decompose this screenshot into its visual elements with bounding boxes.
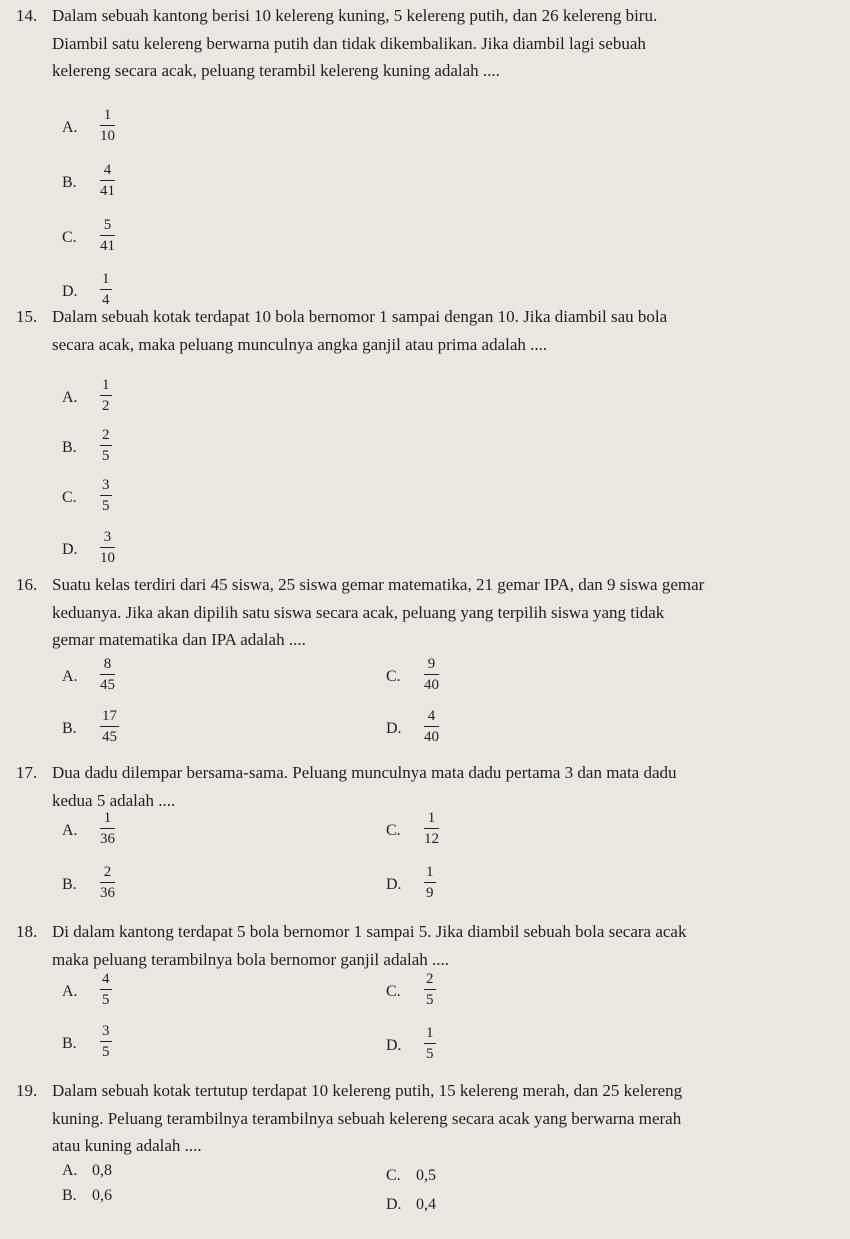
- denominator: 5: [102, 992, 110, 1008]
- numerator: 1: [100, 270, 112, 290]
- option-label: C.: [386, 668, 401, 685]
- question-number: 16.: [16, 575, 38, 594]
- option-value: 0,5: [416, 1167, 436, 1184]
- numerator: 3: [100, 1022, 112, 1042]
- option-label: B.: [62, 1187, 77, 1204]
- option-label: D.: [386, 876, 402, 893]
- denominator: 12: [424, 831, 439, 847]
- question-text-line: keduanya. Jika akan dipilih satu siswa secara acak, peluang yang terpilih siswa yang tidak: [52, 602, 665, 622]
- denominator: 5: [426, 992, 434, 1008]
- option-label: A.: [62, 1162, 78, 1179]
- option-label: B.: [62, 174, 77, 191]
- fraction: [424, 970, 436, 1009]
- fraction: [100, 216, 115, 255]
- option-label: B.: [62, 876, 77, 893]
- numerator: 1: [100, 376, 112, 396]
- numerator: 2: [100, 426, 112, 446]
- denominator: 5: [102, 1044, 110, 1060]
- question-text-line: kedua 5 adalah ....: [52, 790, 176, 810]
- question-number: 18.: [16, 922, 38, 941]
- denominator: 10: [100, 128, 115, 144]
- denominator: 5: [102, 448, 110, 464]
- denominator: 2: [102, 398, 110, 414]
- option-label: D.: [386, 1037, 402, 1054]
- fraction: [100, 106, 115, 145]
- question-text-line: kelereng secara acak, peluang terambil kelereng kuning adalah ....: [52, 61, 500, 80]
- numerator: 1: [100, 106, 115, 126]
- numerator: 1: [424, 863, 436, 883]
- option-label: A.: [62, 983, 78, 1000]
- numerator: 2: [424, 970, 436, 990]
- numerator: 9: [424, 655, 439, 675]
- fraction: [100, 161, 115, 200]
- option-label: C.: [386, 983, 401, 1000]
- denominator: 5: [426, 1046, 434, 1062]
- question-number: 14.: [16, 6, 38, 25]
- denominator: 36: [100, 885, 115, 901]
- question-text-line: Di dalam kantong terdapat 5 bola bernomor 1 sampai 5. Jika diambil sebuah bola secara acak: [52, 922, 687, 941]
- fraction: [100, 426, 112, 465]
- denominator: 36: [100, 831, 115, 847]
- option-value: 0,4: [416, 1196, 436, 1213]
- option-value: 0,8: [92, 1162, 112, 1179]
- fraction: [100, 655, 115, 694]
- question-number: 17.: [16, 763, 38, 782]
- fraction: [100, 1022, 112, 1061]
- option-label: D.: [386, 1196, 402, 1213]
- numerator: 17: [100, 707, 119, 727]
- question-text-line: Dalam sebuah kotak terdapat 10 bola bernomor 1 sampai dengan 10. Jika diambil sau bola: [52, 307, 668, 326]
- fraction: [424, 1024, 436, 1063]
- option-label: D.: [62, 541, 78, 558]
- option-label: C.: [386, 822, 401, 839]
- denominator: 40: [424, 677, 439, 693]
- option-label: A.: [62, 668, 78, 685]
- question-number: 19.: [16, 1081, 38, 1100]
- numerator: 8: [100, 655, 115, 675]
- denominator: 45: [100, 677, 115, 693]
- question-text-line: Dua dadu dilempar bersama-sama. Peluang munculnya mata dadu pertama 3 dan mata dadu: [52, 763, 677, 782]
- fraction: [100, 809, 115, 848]
- denominator: 4: [102, 292, 110, 308]
- option-label: D.: [62, 283, 78, 300]
- option-label: A.: [62, 119, 78, 136]
- numerator: 1: [424, 1024, 436, 1044]
- question-number: 15.: [16, 307, 38, 326]
- question-text-line: gemar matematika dan IPA adalah ....: [52, 630, 306, 649]
- denominator: 40: [424, 729, 439, 745]
- numerator: 5: [100, 216, 115, 236]
- numerator: 1: [424, 809, 439, 829]
- denominator: 5: [102, 498, 110, 514]
- option-label: C.: [386, 1167, 401, 1184]
- option-label: B.: [62, 439, 77, 456]
- option-label: A.: [62, 389, 78, 406]
- fraction: [424, 863, 436, 902]
- fraction: [100, 528, 115, 567]
- question-text-line: maka peluang terambilnya bola bernomor ganjil adalah ....: [52, 949, 450, 969]
- fraction: [100, 376, 112, 415]
- numerator: 4: [100, 970, 112, 990]
- option-label: C.: [62, 489, 77, 506]
- denominator: 41: [100, 238, 115, 254]
- numerator: 3: [100, 476, 112, 496]
- denominator: 41: [100, 183, 115, 199]
- numerator: 4: [100, 161, 115, 181]
- question-text-line: Dalam sebuah kotak tertutup terdapat 10 kelereng putih, 15 kelereng merah, dan 25 kelereng: [52, 1081, 683, 1100]
- question-text-line: Dalam sebuah kantong berisi 10 kelereng kuning, 5 kelereng putih, dan 26 kelereng biru.: [52, 6, 658, 25]
- numerator: 4: [424, 707, 439, 727]
- option-label: B.: [62, 720, 77, 737]
- fraction: [100, 476, 112, 515]
- question-text-line: Diambil satu kelereng berwarna putih dan tidak dikembalikan. Jika diambil lagi sebuah: [52, 33, 646, 53]
- denominator: 10: [100, 550, 115, 566]
- fraction: [100, 863, 115, 902]
- numerator: 1: [100, 809, 115, 829]
- question-text-line: Suatu kelas terdiri dari 45 siswa, 25 siswa gemar matematika, 21 gemar IPA, dan 9 siswa gemar: [52, 575, 705, 594]
- numerator: 3: [100, 528, 115, 548]
- question-text-line: secara acak, maka peluang munculnya angka ganjil atau prima adalah ....: [52, 334, 548, 354]
- option-label: C.: [62, 229, 77, 246]
- option-value: 0,6: [92, 1187, 112, 1204]
- option-label: D.: [386, 720, 402, 737]
- option-label: A.: [62, 822, 78, 839]
- question-text-line: atau kuning adalah ....: [52, 1136, 202, 1155]
- fraction: [100, 970, 112, 1009]
- fraction: [424, 809, 439, 848]
- option-label: B.: [62, 1035, 77, 1052]
- denominator: 45: [102, 729, 117, 745]
- numerator: 2: [100, 863, 115, 883]
- question-text-line: kuning. Peluang terambilnya terambilnya sebuah kelereng secara acak yang berwarna merah: [52, 1108, 682, 1128]
- denominator: 9: [426, 885, 434, 901]
- fraction: [100, 707, 119, 746]
- fraction: [424, 655, 439, 694]
- fraction: [424, 707, 439, 746]
